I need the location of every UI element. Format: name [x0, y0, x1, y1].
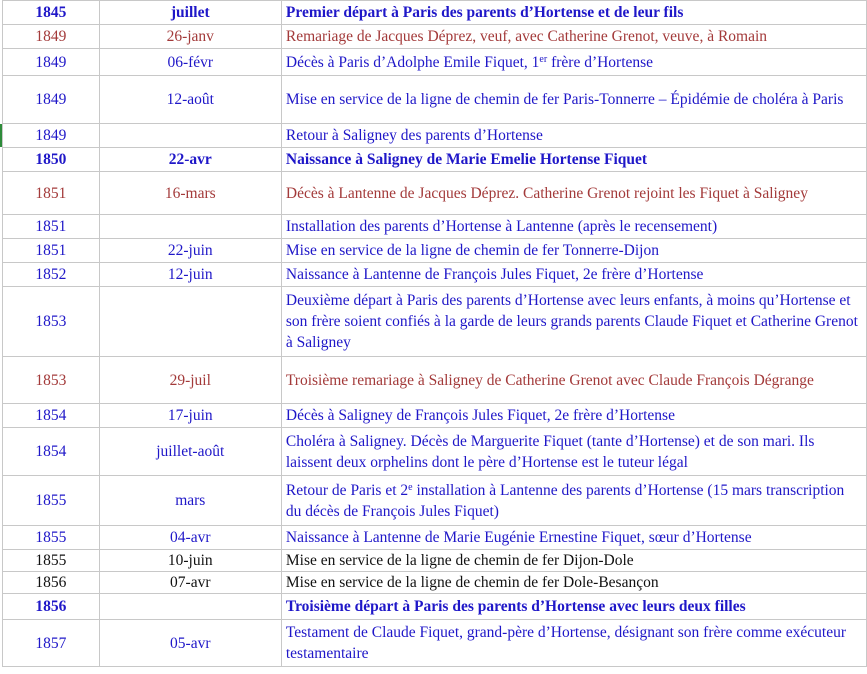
year-cell[interactable]: 1855: [3, 550, 100, 572]
event-cell[interactable]: [281, 526, 866, 550]
date-cell[interactable]: 04-avr: [99, 526, 281, 550]
table-row: [3, 550, 867, 572]
event-text: Deuxième départ à Paris des parents d’Hortense avec leurs enfants, à moins qu’Hortense et son frère soient confiés à la garde de leurs grands parents Claude Fiquet et Catherine Grenot à Saligney: [285, 292, 858, 351]
event-text: Mise en service de la ligne de chemin de fer Tonnerre-Dijon: [285, 242, 659, 259]
year-cell[interactable]: 1856: [3, 594, 100, 620]
table-row: [3, 357, 867, 404]
chronology-table: [2, 0, 867, 667]
year-cell[interactable]: 1849: [3, 76, 100, 124]
date-cell[interactable]: 06-févr: [99, 49, 281, 76]
event-cell[interactable]: [281, 239, 866, 263]
event-cell[interactable]: [281, 428, 866, 476]
table-row: [3, 594, 867, 620]
event-text: Mise en service de la ligne de chemin de fer Dole-Besançon: [285, 574, 659, 591]
table-row: [3, 287, 867, 357]
event-superscript: er: [539, 53, 548, 65]
table-row: [3, 49, 867, 76]
date-cell[interactable]: [99, 124, 281, 148]
event-cell[interactable]: [281, 1, 866, 25]
year-cell[interactable]: 1857: [3, 620, 100, 667]
event-cell[interactable]: [281, 476, 866, 526]
event-text: Installation des parents d’Hortense à Lantenne (après le recensement): [285, 218, 718, 235]
table-row: [3, 1, 867, 25]
year-cell[interactable]: 1851: [3, 215, 100, 239]
event-cell[interactable]: [281, 148, 866, 172]
event-text: Naissance à Lantenne de François Jules Fiquet, 2e frère d’Hortense: [285, 266, 704, 283]
event-cell[interactable]: [281, 76, 866, 124]
table-row: [3, 263, 867, 287]
date-cell[interactable]: [99, 594, 281, 620]
year-cell[interactable]: 1855: [3, 476, 100, 526]
year-cell[interactable]: 1850: [3, 148, 100, 172]
year-cell[interactable]: 1845: [3, 1, 100, 25]
event-cell[interactable]: [281, 404, 866, 428]
year-cell[interactable]: 1856: [3, 572, 100, 594]
date-cell[interactable]: juillet-août: [99, 428, 281, 476]
year-cell[interactable]: 1854: [3, 404, 100, 428]
event-cell[interactable]: [281, 550, 866, 572]
date-cell[interactable]: 05-avr: [99, 620, 281, 667]
event-cell[interactable]: [281, 572, 866, 594]
date-cell[interactable]: 07-avr: [99, 572, 281, 594]
year-cell[interactable]: 1851: [3, 172, 100, 215]
event-cell[interactable]: [281, 49, 866, 76]
event-text: Mise en service de la ligne de chemin de fer Paris-Tonnerre – Épidémie de choléra à Paris: [285, 91, 844, 108]
table-row: [3, 215, 867, 239]
event-text: Mise en service de la ligne de chemin de fer Dijon-Dole: [285, 552, 634, 569]
year-cell[interactable]: 1849: [3, 49, 100, 76]
date-cell[interactable]: [99, 287, 281, 357]
year-cell[interactable]: 1855: [3, 526, 100, 550]
table-row: [3, 572, 867, 594]
event-text: Retour à Saligney des parents d’Hortense: [285, 127, 543, 144]
date-cell[interactable]: juillet: [99, 1, 281, 25]
chronology-rows: [3, 1, 867, 667]
event-cell[interactable]: [281, 172, 866, 215]
event-cell[interactable]: [281, 287, 866, 357]
event-cell[interactable]: [281, 357, 866, 404]
year-cell[interactable]: 1853: [3, 287, 100, 357]
event-cell[interactable]: [281, 124, 866, 148]
year-cell[interactable]: 1854: [3, 428, 100, 476]
event-text: Troisième départ à Paris des parents d’Hortense avec leurs deux filles: [285, 598, 746, 615]
year-cell[interactable]: 1849: [3, 25, 100, 49]
table-row: [3, 476, 867, 526]
date-cell[interactable]: mars: [99, 476, 281, 526]
table-row: [3, 124, 867, 148]
event-text: Retour de Paris et 2: [285, 481, 409, 499]
event-text: Premier départ à Paris des parents d’Hortense et de leur fils: [285, 4, 684, 21]
event-text: Testament de Claude Fiquet, grand-père d’Hortense, désignant son frère comme exécuteur testamentaire: [285, 624, 847, 662]
date-cell[interactable]: 12-août: [99, 76, 281, 124]
year-cell[interactable]: 1849: [3, 124, 100, 148]
event-cell[interactable]: [281, 25, 866, 49]
event-text: Choléra à Saligney. Décès de Marguerite Fiquet (tante d’Hortense) et de son mari. Ils laissent deux orphelins dont le père d’Hortense est le tuteur légal: [285, 432, 815, 471]
event-cell[interactable]: [281, 215, 866, 239]
table-row: [3, 404, 867, 428]
table-row: [3, 428, 867, 476]
date-cell[interactable]: [99, 215, 281, 239]
event-cell[interactable]: [281, 263, 866, 287]
table-row: [3, 526, 867, 550]
event-cell[interactable]: [281, 620, 866, 667]
event-text: Décès à Saligney de François Jules Fiquet, 2e frère d’Hortense: [285, 407, 675, 424]
date-cell[interactable]: 22-juin: [99, 239, 281, 263]
date-cell[interactable]: 29-juil: [99, 357, 281, 404]
date-cell[interactable]: 12-juin: [99, 263, 281, 287]
date-cell[interactable]: 26-janv: [99, 25, 281, 49]
event-text: Naissance à Saligney de Marie Emelie Hortense Fiquet: [285, 151, 648, 168]
table-row: [3, 172, 867, 215]
event-text-continued: frère d’Hortense: [547, 53, 654, 71]
year-cell[interactable]: 1853: [3, 357, 100, 404]
table-row: [3, 620, 867, 667]
year-cell[interactable]: 1852: [3, 263, 100, 287]
event-text: Naissance à Lantenne de Marie Eugénie Ernestine Fiquet, sœur d’Hortense: [285, 529, 752, 546]
event-text: Décès à Lantenne de Jacques Déprez. Catherine Grenot rejoint les Fiquet à Saligney: [285, 184, 808, 202]
date-cell[interactable]: 10-juin: [99, 550, 281, 572]
date-cell[interactable]: 16-mars: [99, 172, 281, 215]
event-text: Décès à Paris d’Adolphe Emile Fiquet, 1: [285, 53, 540, 71]
table-row: [3, 148, 867, 172]
table-row: [3, 25, 867, 49]
event-text: Remariage de Jacques Déprez, veuf, avec Catherine Grenot, veuve, à Romain: [285, 28, 768, 45]
table-row: [3, 239, 867, 263]
year-cell[interactable]: 1851: [3, 239, 100, 263]
event-superscript: e: [408, 481, 413, 493]
date-cell[interactable]: 22-avr: [99, 148, 281, 172]
table-row: [3, 76, 867, 124]
event-cell[interactable]: [281, 594, 866, 620]
event-text-continued: installation à Lantenne des parents d’Hortense (15 mars transcription du décès de François Jules Fiquet): [285, 481, 845, 520]
event-text: Troisième remariage à Saligney de Catherine Grenot avec Claude François Dégrange: [285, 371, 814, 389]
date-cell[interactable]: 17-juin: [99, 404, 281, 428]
